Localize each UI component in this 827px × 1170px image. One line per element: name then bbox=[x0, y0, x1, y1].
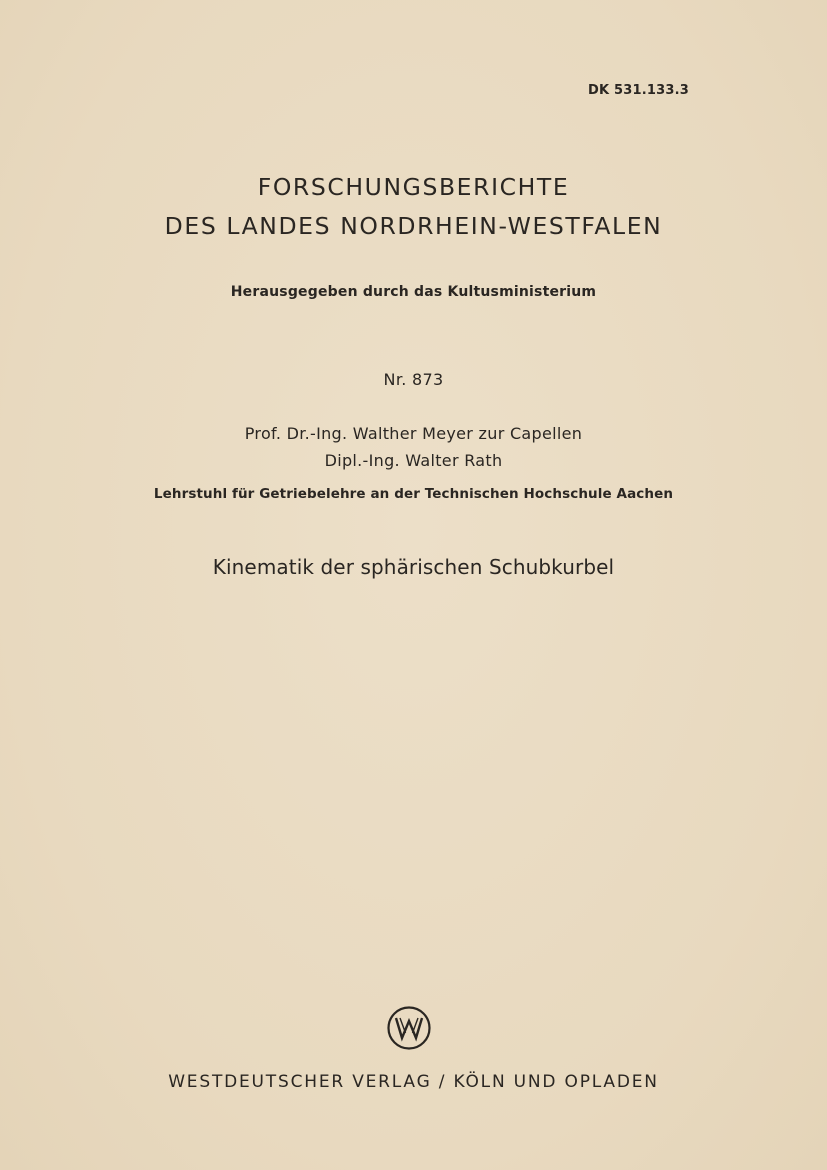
report-number: Nr. 873 bbox=[383, 370, 444, 389]
author-2: Dipl.-Ing. Walter Rath bbox=[324, 451, 503, 470]
series-title-line-1: FORSCHUNGSBERICHTE bbox=[257, 173, 570, 201]
classification-number: DK 531.133.3 bbox=[588, 83, 689, 98]
editor-note: Herausgegeben durch das Kultusministerium bbox=[230, 284, 597, 300]
institution: Lehrstuhl für Getriebelehre an der Technischen Hochschule Aachen bbox=[153, 486, 674, 502]
book-title: Kinematik der sphärischen Schubkurbel bbox=[212, 555, 615, 579]
westdeutscher-verlag-w-logo-icon bbox=[386, 1005, 432, 1051]
series-title-line-2: DES LANDES NORDRHEIN-WESTFALEN bbox=[164, 212, 663, 240]
publisher-imprint: WESTDEUTSCHER VERLAG / KÖLN UND OPLADEN bbox=[168, 1072, 659, 1092]
author-1: Prof. Dr.-Ing. Walther Meyer zur Capellen bbox=[244, 424, 583, 443]
